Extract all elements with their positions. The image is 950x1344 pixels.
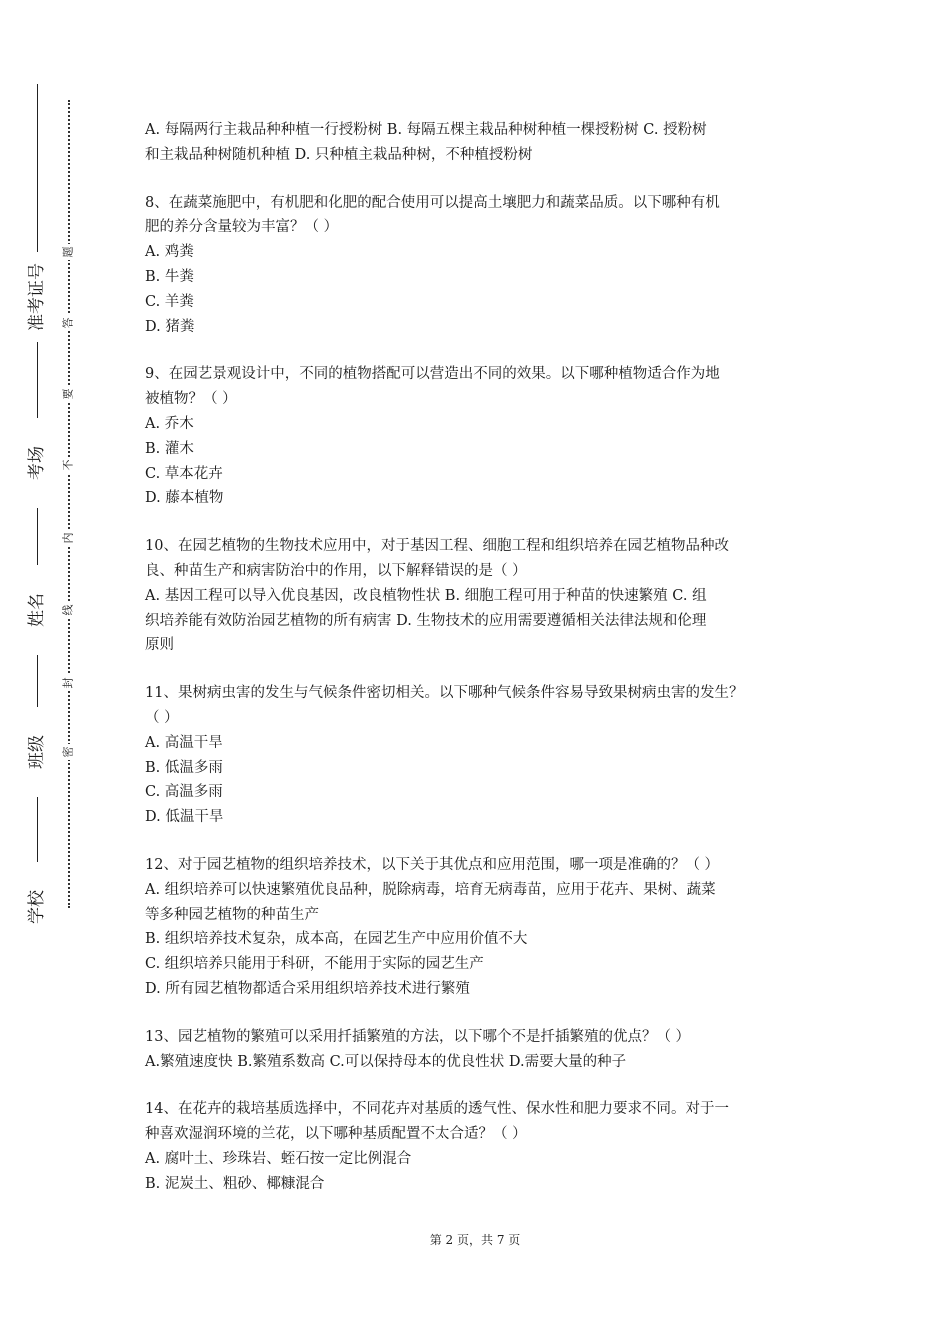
seal-char: 答 [60, 315, 76, 331]
option: A. 基因工程可以导入优良基因，改良植物性状 B. 细胞工程可用于种苗的快速繁殖 C. 组 [145, 587, 707, 604]
option: C. 组织培养只能用于科研，不能用于实际的园艺生产 [145, 956, 484, 973]
option: C. 高温多雨 [145, 784, 223, 801]
option: A. 高温干旱 [145, 734, 223, 751]
option: D. 藤本植物 [145, 490, 224, 507]
option: 原则 [145, 637, 174, 654]
question-10 [145, 534, 810, 658]
question-stem: 肥的养分含量较为丰富？（ ） [145, 219, 339, 236]
option: B. 组织培养技术复杂，成本高，在园艺生产中应用价值不大 [145, 931, 528, 948]
question-stem: 13、园艺植物的繁殖可以采用扦插繁殖的方法，以下哪个不是扦插繁殖的优点？（ ） [145, 1028, 691, 1045]
seal-char: 要 [60, 386, 76, 402]
option: B. 灌木 [145, 440, 194, 457]
seal-char: 内 [60, 530, 76, 546]
school-label: 学校 [22, 862, 52, 952]
page-number: 第 2 页，共 7 页 [429, 1233, 521, 1247]
exam-room-label: 考场 [22, 418, 52, 508]
option: 织培养能有效防治园艺植物的所有病害 D. 生物技术的应用需要遵循相关法律法规和伦理 [145, 612, 707, 629]
option: B. 低温多雨 [145, 759, 223, 776]
question-stem: 11、果树病虫害的发生与气候条件密切相关。以下哪种气候条件容易导致果树病虫害的发生？ [145, 685, 744, 702]
option: A. 组织培养可以快速繁殖优良品种，脱除病毒，培育无病毒苗，应用于花卉、果树、蔬菜 [145, 881, 716, 898]
option: B. 泥炭土、粗砂、椰糠混合 [145, 1175, 325, 1192]
option: A. 乔木 [145, 415, 194, 432]
question-12 [145, 853, 810, 1002]
question-stem: 12、对于园艺植物的组织培养技术，以下关于其优点和应用范围，哪一项是准确的？（ ） [145, 856, 720, 873]
question-14 [145, 1097, 810, 1196]
question-11 [145, 681, 810, 830]
name-label: 姓名 [22, 565, 52, 655]
question-8 [145, 191, 810, 340]
option: A. 鸡粪 [145, 244, 194, 261]
option: D. 猪粪 [145, 318, 195, 335]
question-stem: 被植物？（ ） [145, 391, 237, 408]
question-stem: 良、种苗生产和病害防治中的作用，以下解释错误的是（ ） [145, 562, 527, 579]
question-7-options [145, 118, 810, 168]
seal-char: 线 [60, 602, 76, 618]
question-stem: 8、在蔬菜施肥中，有机肥和化肥的配合使用可以提高土壤肥力和蔬菜品质。以下哪种有机 [145, 194, 720, 211]
option: A.繁殖速度快 B.繁殖系数高 C.可以保持母本的优良性状 D.需要大量的种子 [145, 1053, 627, 1070]
option: B. 牛粪 [145, 268, 194, 285]
question-stem: 9、在园艺景观设计中，不同的植物搭配可以营造出不同的效果。以下哪种植物适合作为地 [145, 366, 720, 383]
question-9 [145, 362, 810, 511]
exam-number-label: 准考证号 [22, 252, 52, 342]
seal-char: 题 [60, 244, 76, 260]
class-label: 班级 [22, 707, 52, 797]
seal-char: 密 [60, 744, 76, 760]
seal-dotted-line [68, 100, 70, 908]
question-stem: （ ） [145, 709, 179, 726]
seal-char: 不 [60, 457, 76, 473]
question-stem: 种喜欢湿润环境的兰花，以下哪种基质配置不太合适？（ ） [145, 1126, 527, 1143]
question-stem: 14、在花卉的栽培基质选择中，不同花卉对基质的透气性、保水性和肥力要求不同。对于一 [145, 1101, 729, 1118]
question-13 [145, 1025, 810, 1075]
text-line: 和主栽品种树随机种植 D. 只种植主栽品种树，不种植授粉树 [145, 146, 533, 163]
option: D. 所有园艺植物都适合采用组织培养技术进行繁殖 [145, 980, 470, 997]
option: C. 羊粪 [145, 293, 194, 310]
option: D. 低温干旱 [145, 809, 224, 826]
option: A. 腐叶土、珍珠岩、蛭石按一定比例混合 [145, 1150, 412, 1167]
binding-strip [0, 0, 90, 1344]
text-line: A. 每隔两行主栽品种种植一行授粉树 B. 每隔五棵主栽品种树种植一棵授粉树 C. 授粉树 [145, 122, 707, 138]
option: 等多种园艺植物的种苗生产 [145, 906, 319, 923]
question-content [145, 118, 810, 1219]
seal-char: 封 [60, 675, 76, 691]
question-stem: 10、在园艺植物的生物技术应用中，对于基因工程、细胞工程和组织培养在园艺植物品种改 [145, 538, 729, 555]
option: C. 草本花卉 [145, 465, 223, 482]
